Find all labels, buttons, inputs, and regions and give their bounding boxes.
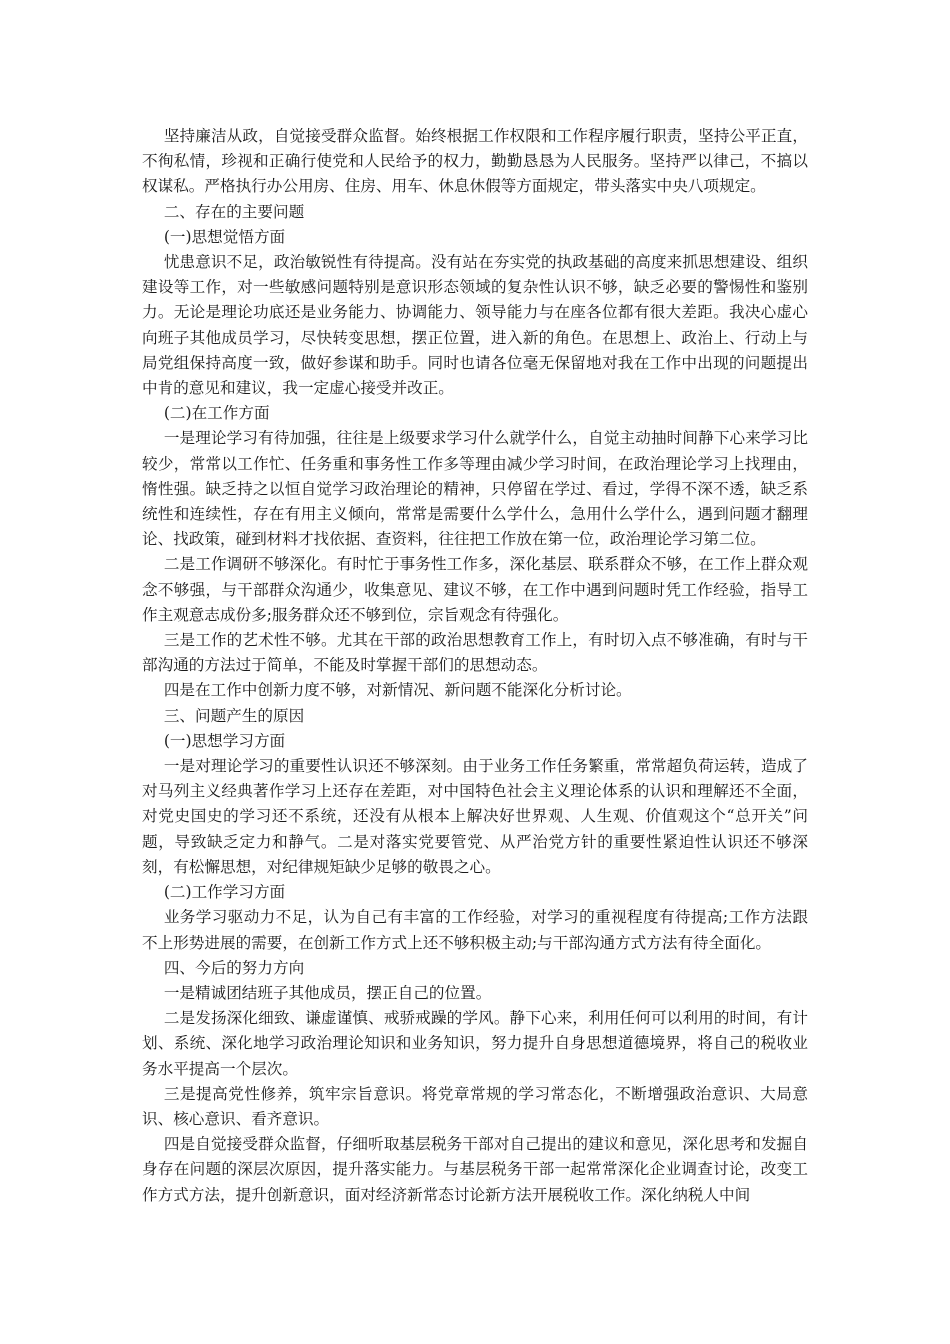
subsection-heading-work-study: (二)工作学习方面 <box>163 883 286 902</box>
paragraph-work-3: 三是工作的艺术性不够。尤其在干部的政治思想教育工作上，有时切入点不够准确，有时与干部沟通的方法过于简单，不能及时掌握干部们的思想动态。 <box>142 631 808 675</box>
paragraph-work-4: 四是在工作中创新力度不够，对新情况、新问题不能深化分析讨论。 <box>163 681 632 700</box>
paragraph-study: 一是对理论学习的重要性认识还不够深刻。由于业务工作任务繁重，常常超负荷运转，造成了对马列主义经典著作学习上还存在差距，对中国特色社会主义理论体系的认识和理解还不全面，对党史国史的学习还不系统，还没有从根本上解决好世界观、人生观、价值观这个“总开关”问题，导致缺乏定力和静气。二是对落实党要管党、从严治党方针的重要性紧迫性认识还不够深刻，有松懈思想，对纪律规矩缺少足够的敬畏之心。 <box>142 757 808 876</box>
section-heading-causes: 三、问题产生的原因 <box>163 706 305 725</box>
section-heading-future: 四、今后的努力方向 <box>163 958 305 977</box>
paragraph-work-1: 一是理论学习有待加强，往往是上级要求学习什么就学什么，自觉主动抽时间静下心来学习比较少，常常以工作忙、任务重和事务性工作多等理由减少学习时间，在政治理论学习上找理由，惰性强。缺乏持之以恒自觉学习政治理论的精神，只停留在学过、看过，学得不深不透，缺乏系统性和连续性，存在有用主义倾向，常常是需要什么学什么，急用什么学什么，遇到问题才翻理论、找政策，碰到材料才找依据、查资料，往往把工作放在第一位，政治理论学习第二位。 <box>142 429 808 549</box>
paragraph-ideology: 忧患意识不足，政治敏锐性有待提高。没有站在夯实党的执政基础的高度来抓思想建设、组织建设等工作，对一些敏感问题特别是意识形态领域的复杂性认识不够，缺乏必要的警惕性和鉴别力。无论是理论功底还是业务能力、协调能力、领导能力与在座各位都有很大差距。我决心虚心向班子其他成员学习，尽快转变思想，摆正位置，进入新的角色。在思想上、政治上、行动上与局党组保持高度一致，做好参谋和助手。同时也请各位毫无保留地对我在工作中出现的问题提出中肯的意见和建议，我一定虚心接受并改正。 <box>142 253 808 398</box>
paragraph-work-study: 业务学习驱动力不足，认为自己有丰富的工作经验，对学习的重视程度有待提高;工作方法跟不上形势进展的需要，在创新工作方式上还不够积极主动;与干部沟通方式方法有待全面化。 <box>142 908 808 952</box>
subsection-heading-ideology: (一)思想觉悟方面 <box>163 227 286 246</box>
paragraph-future-2: 二是发扬深化细致、谦虚谨慎、戒骄戒躁的学风。静下心来，利用任何可以利用的时间，有计划、系统、深化地学习政治理论知识和业务知识，努力提升自身思想道德境界，将自己的税收业务水平提高一个层次。 <box>142 1009 808 1078</box>
subsection-heading-work: (二)在工作方面 <box>163 404 270 423</box>
section-heading-main-problems: 二、存在的主要问题 <box>163 202 305 221</box>
paragraph-future-3: 三是提高党性修养，筑牢宗旨意识。将党章常规的学习常态化，不断增强政治意识、大局意识、核心意识、看齐意识。 <box>142 1084 808 1128</box>
paragraph-future-4: 四是自觉接受群众监督，仔细听取基层税务干部对自己提出的建议和意见，深化思考和发掘自身存在问题的深层次原因，提升落实能力。与基层税务干部一起常常深化企业调查讨论，改变工作方式方法，提升创新意识，面对经济新常态讨论新方法开展税收工作。深化纳税人中间 <box>142 1135 808 1204</box>
paragraph-integrity: 坚持廉洁从政，自觉接受群众监督。始终根据工作权限和工作程序履行职责，坚持公平正直，不徇私情，珍视和正确行使党和人民给予的权力，勤勤恳恳为人民服务。坚持严以律己，不搞以权谋私。严格执行办公用房、住房、用车、休息休假等方面规定，带头落实中央八项规定。 <box>142 127 808 196</box>
paragraph-work-2: 二是工作调研不够深化。有时忙于事务性工作多，深化基层、联系群众不够，在工作上群众观念不够强，与干部群众沟通少，收集意见、建议不够，在工作中遇到问题时凭工作经验，指导工作主观意志成份多;服务群众还不够到位，宗旨观念有待强化。 <box>142 555 808 624</box>
document-body <box>142 124 808 1208</box>
paragraph-future-1: 一是精诚团结班子其他成员，摆正自己的位置。 <box>163 983 492 1002</box>
subsection-heading-study: (一)思想学习方面 <box>163 731 286 750</box>
